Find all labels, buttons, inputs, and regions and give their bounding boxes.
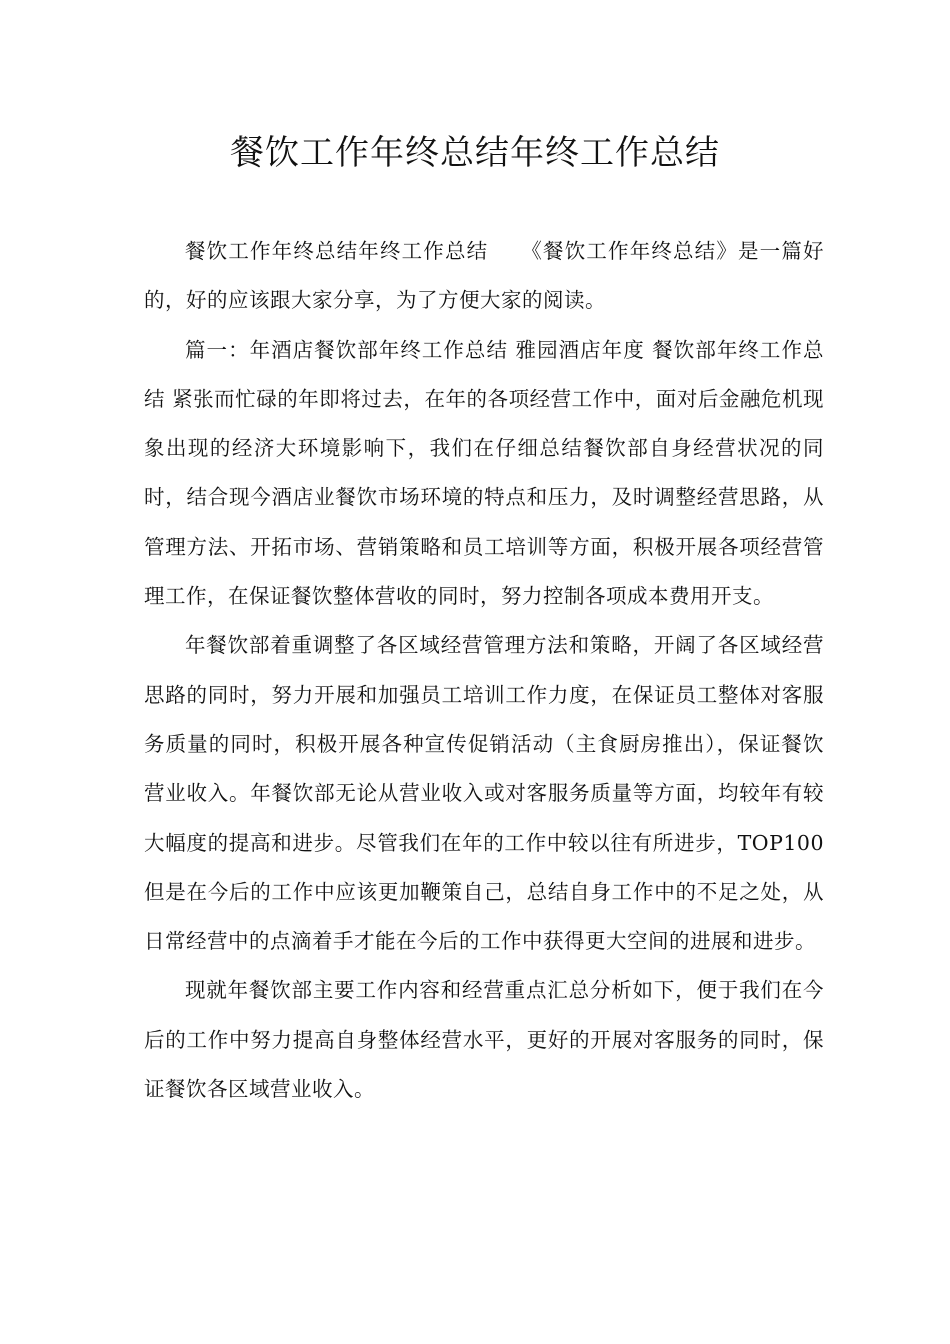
paragraph-intro: 餐饮工作年终总结年终工作总结 《餐饮工作年终总结》是一篇好的，好的应该跟大家分享，为了方便大家的阅读。 xyxy=(144,239,824,313)
document-title: 餐饮工作年终总结年终工作总结 xyxy=(230,133,720,173)
document-body xyxy=(144,227,824,1114)
paragraph-part-one: 篇一：年酒店餐饮部年终工作总结 雅园酒店年度 餐饮部年终工作总结 紧张而忙碌的年即将过去，在年的各项经营工作中，面对后金融危机现象出现的经济大环境影响下，我们在仔细总结餐饮部自身经营状况的同时，结合现今酒店业餐饮市场环境的特点和压力，及时调整经营思路，从管理方法、开拓市场、营销策略和员工培训等方面，积极开展各项经营管理工作，在保证餐饮整体营收的同时，努力控制各项成本费用开支。 xyxy=(144,337,824,609)
paragraph-summary: 现就年餐饮部主要工作内容和经营重点汇总分析如下，便于我们在今后的工作中努力提高自身整体经营水平，更好的开展对客服务的同时，保证餐饮各区域营业收入。 xyxy=(144,978,824,1102)
paragraph-adjustments: 年餐饮部着重调整了各区域经营管理方法和策略，开阔了各区域经营思路的同时，努力开展和加强员工培训工作力度，在保证员工整体对客服务质量的同时，积极开展各种宣传促销活动（主食厨房推出），保证餐饮营业收入。年餐饮部无论从营业收入或对客服务质量等方面，均较年有较大幅度的提高和进步。尽管我们在年的工作中较以往有所进步，TOP100 但是在今后的工作中应该更加鞭策自己，总结自身工作中的不足之处，从日常经营中的点滴着手才能在今后的工作中获得更大空间的进展和进步。 xyxy=(144,633,824,954)
